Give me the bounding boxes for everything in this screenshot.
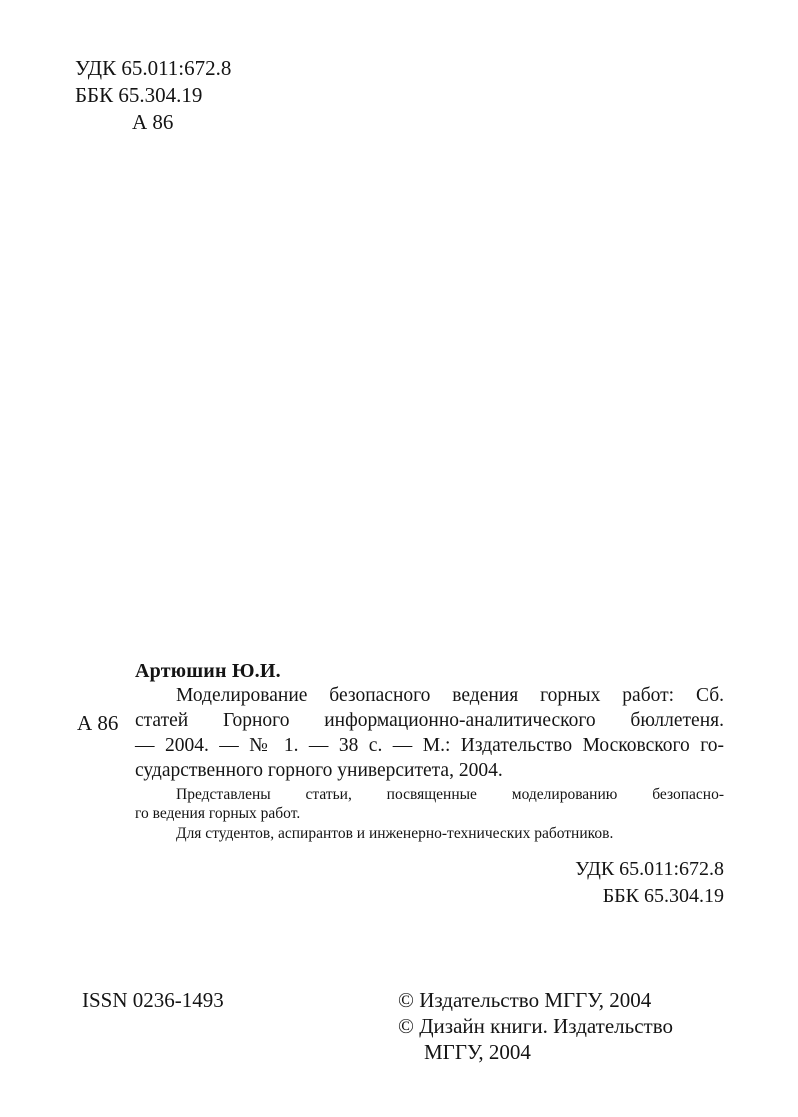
record-annotation-line-2: го ведения горных работ. [135, 805, 301, 822]
copyright-publisher: © Издательство МГГУ, 2004 [398, 988, 652, 1012]
record-title-line-2: статей Горного информационно-аналитического бюллетеня. [135, 710, 724, 731]
record-udk-code: УДК 65.011:672.8 [575, 858, 724, 880]
copyright-design: © Дизайн книги. Издательство [398, 1014, 674, 1038]
record-bbk-code: ББК 65.304.19 [602, 885, 724, 907]
top-author-code: А 86 [132, 110, 174, 134]
record-audience: Для студентов, аспирантов и инженерно-технических работников. [176, 825, 614, 842]
top-bbk-code: ББК 65.304.19 [75, 83, 203, 107]
copyright-design-cont: МГГУ, 2004 [424, 1040, 531, 1064]
record-side-code: А 86 [77, 711, 119, 735]
record-title-line-1: Моделирование безопасного ведения горных работ: Сб. [176, 685, 724, 706]
record-title-line-3: — 2004. — № 1. — 38 с. — М.: Издательство Московского го- [135, 735, 724, 756]
top-udk-code: УДК 65.011:672.8 [75, 56, 232, 80]
record-title-line-4: сударственного горного университета, 2004. [135, 760, 503, 781]
record-author: Артюшин Ю.И. [135, 660, 281, 682]
record-annotation-line-1: Представлены статьи, посвященные моделированию безопасно- [176, 786, 724, 803]
issn-number: ISSN 0236-1493 [82, 988, 224, 1012]
